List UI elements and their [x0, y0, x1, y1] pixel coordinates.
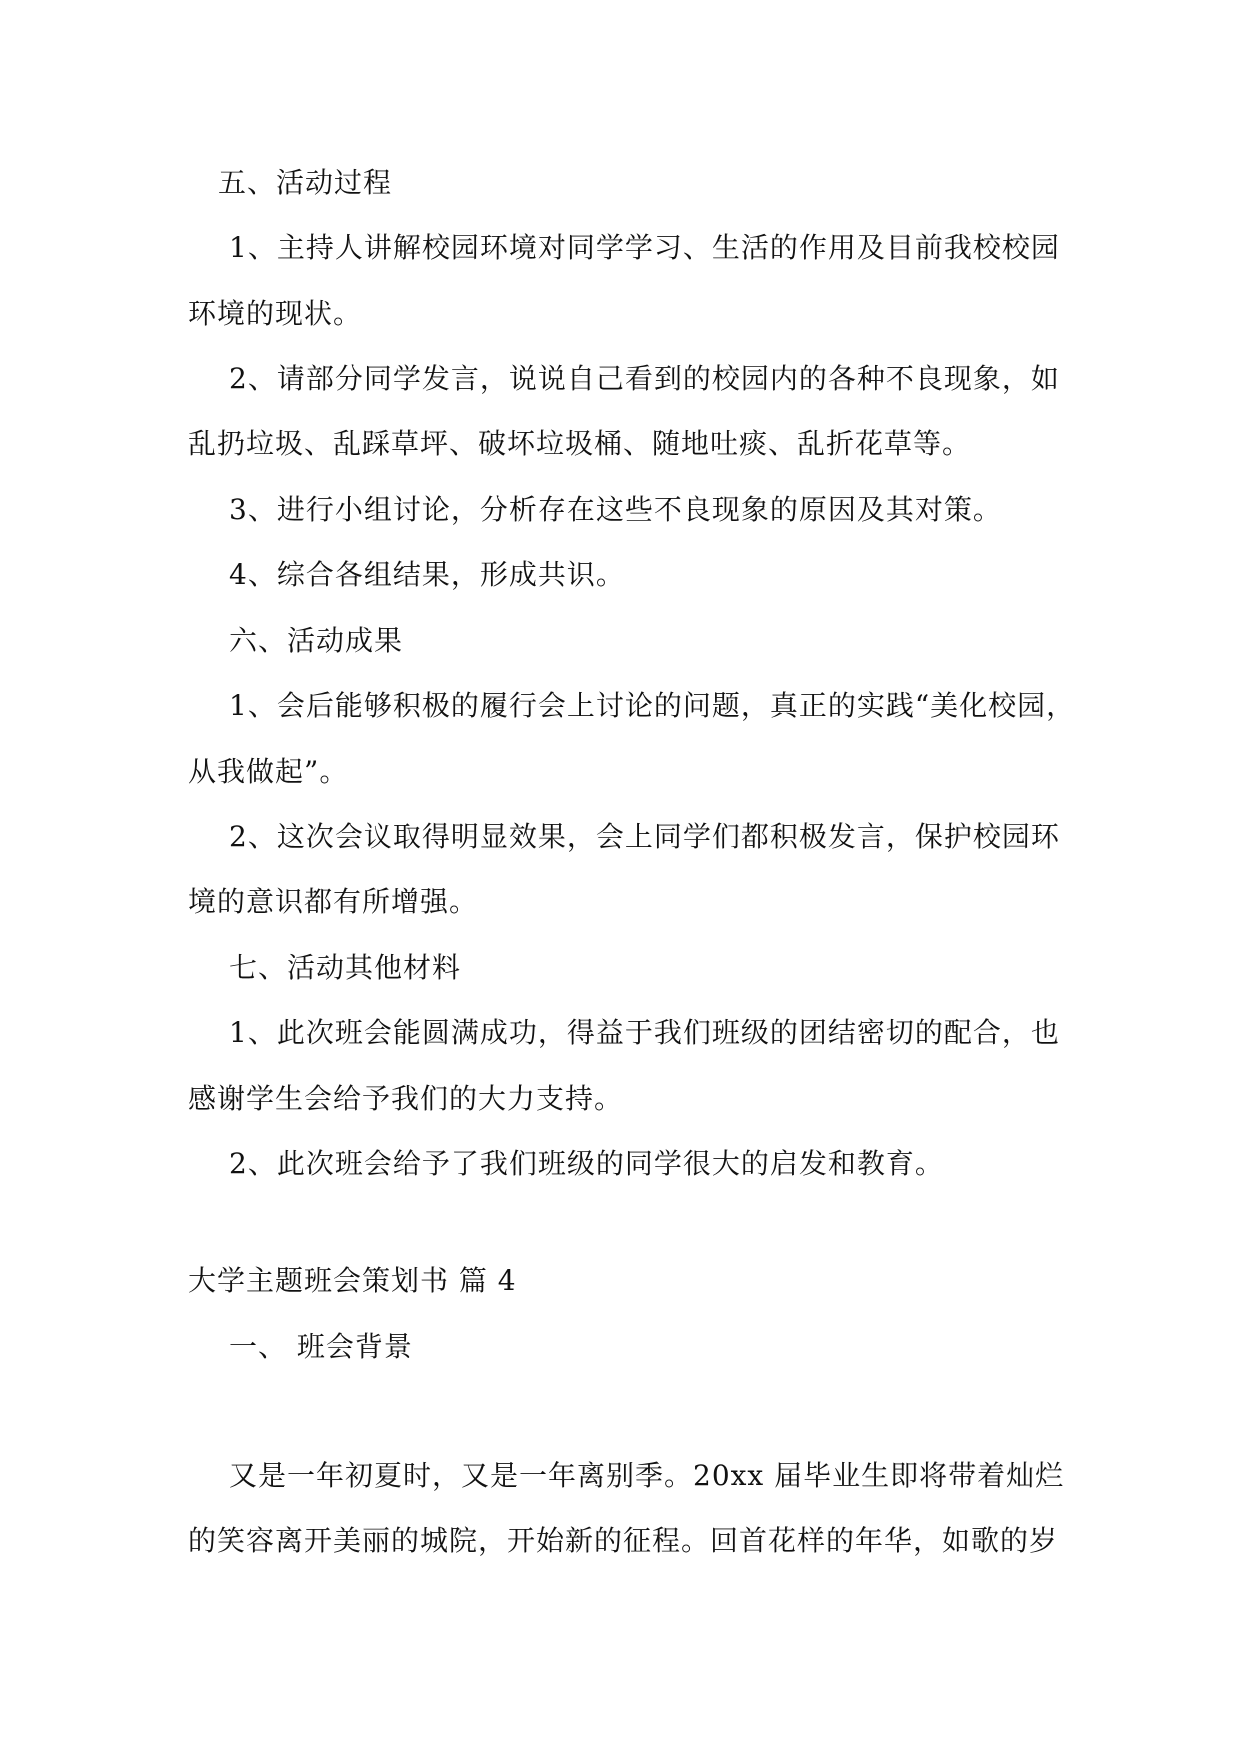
paragraph-line: 1、此次班会能圆满成功，得益于我们班级的团结密切的配合，也 — [229, 1016, 1060, 1049]
paragraph-line: 2、请部分同学发言，说说自己看到的校园内的各种不良现象，如 — [229, 362, 1060, 395]
paragraph-line: 1、主持人讲解校园环境对同学学习、生活的作用及目前我校校园 — [229, 231, 1060, 264]
paragraph-line: 4、综合各组结果，形成共识。 — [229, 558, 625, 591]
paragraph-line: 2、这次会议取得明显效果，会上同学们都积极发言，保护校园环 — [229, 820, 1060, 853]
paragraph-line: 3、进行小组讨论，分析存在这些不良现象的原因及其对策。 — [229, 493, 1002, 526]
paragraph-line: 的笑容离开美丽的城院，开始新的征程。回首花样的年华，如歌的岁 — [188, 1524, 1059, 1557]
paragraph-line: 又是一年初夏时，又是一年离别季。20xx 届毕业生即将带着灿烂 — [229, 1459, 1065, 1492]
document-title: 大学主题班会策划书 篇 4 — [188, 1264, 517, 1297]
paragraph-line: 2、此次班会给予了我们班级的同学很大的启发和教育。 — [229, 1147, 944, 1180]
section-heading-1: 一、 班会背景 — [229, 1330, 413, 1363]
paragraph-line: 境的意识都有所增强。 — [188, 885, 479, 918]
section-heading-5: 五、活动过程 — [218, 166, 393, 199]
paragraph-line: 环境的现状。 — [188, 297, 363, 330]
section-heading-7: 七、活动其他材料 — [229, 951, 462, 984]
paragraph-line: 1、会后能够积极的履行会上讨论的问题，真正的实践“美化校园， — [229, 689, 1076, 722]
paragraph-line: 感谢学生会给予我们的大力支持。 — [188, 1082, 624, 1115]
paragraph-line: 从我做起”。 — [188, 755, 349, 788]
section-heading-6: 六、活动成果 — [229, 624, 404, 657]
paragraph-line: 乱扔垃圾、乱踩草坪、破坏垃圾桶、随地吐痰、乱折花草等。 — [188, 427, 972, 460]
